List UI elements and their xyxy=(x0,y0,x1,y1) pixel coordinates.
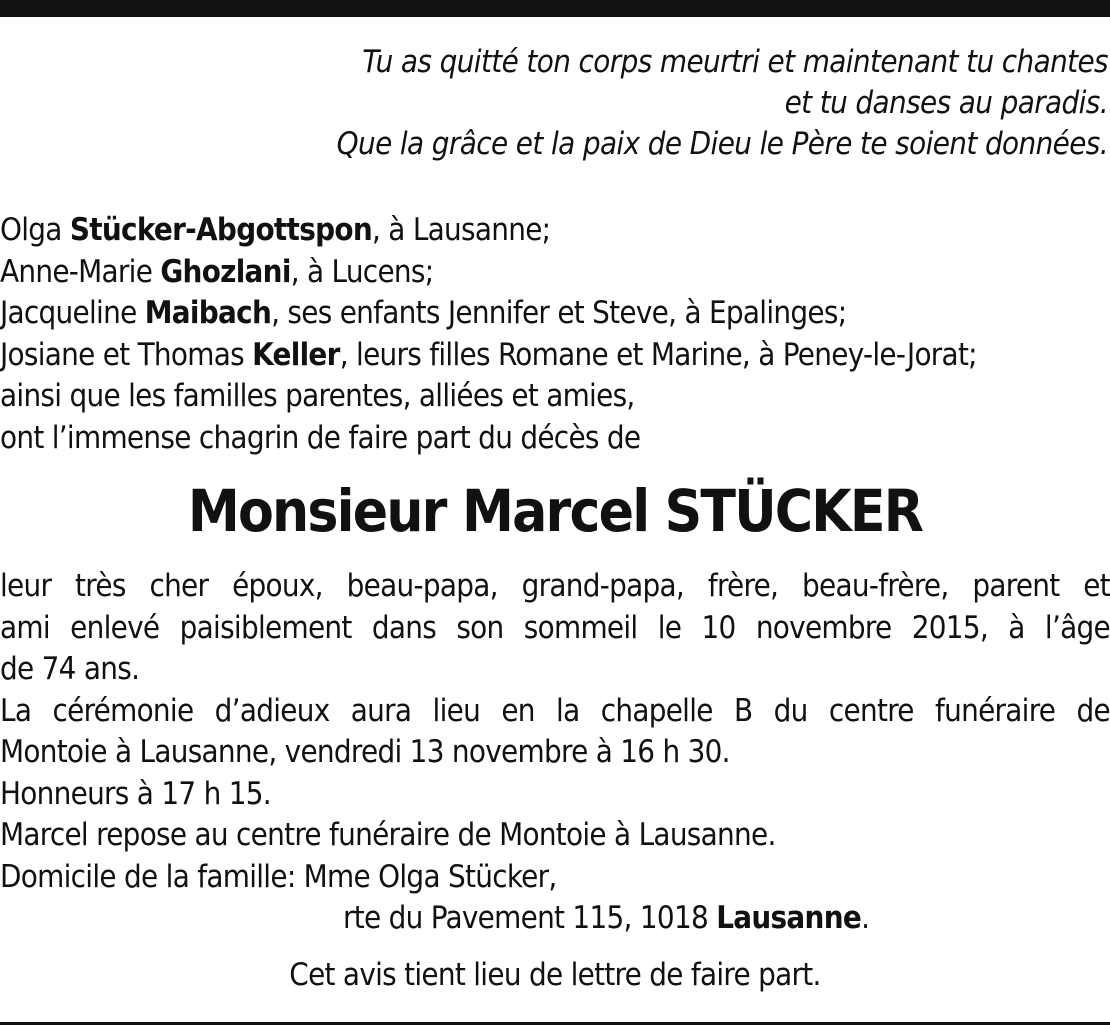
family-surname: Maibach xyxy=(144,295,272,331)
closing-statement: Cet avis tient lieu de lettre de faire part. xyxy=(289,957,821,993)
domicile-address: rte du Pavement 115, 1018 Lausanne. xyxy=(343,900,870,936)
family-member-line: Anne-Marie Ghozlani, à Lucens; xyxy=(0,253,434,290)
mourning-family-list xyxy=(0,210,1110,459)
top-border-rule xyxy=(0,0,1110,17)
honours-line: Honneurs à 17 h 15. xyxy=(0,775,271,812)
rest-place-line: Marcel repose au centre funéraire de Montoie à Lausanne. xyxy=(0,817,776,853)
epigraph-quote xyxy=(108,42,1108,165)
domicile-city: Lausanne xyxy=(716,900,862,936)
deceased-name-heading: Monsieur Marcel STÜCKER xyxy=(187,477,923,545)
family-member-line: Jacqueline Maibach, ses enfants Jennifer et Steve, à Epalinges; xyxy=(0,295,847,331)
family-surname: Stücker-Abgottspon xyxy=(69,212,372,248)
description-line: ami enlevé paisiblement dans son sommeil le 10 novembre 2015, à l’âge xyxy=(0,609,1110,646)
bottom-border-rule xyxy=(0,1022,1110,1025)
family-text-line: ainsi que les familles parentes, alliées et amies, xyxy=(0,378,635,414)
family-member-line: Olga Stücker-Abgottspon, à Lausanne; xyxy=(0,212,551,248)
ceremony-line: Montoie à Lausanne, vendredi 13 novembre à 16 h 30. xyxy=(0,734,730,770)
quote-line: Tu as quitté ton corps meurtri et maintenant tu chantes xyxy=(362,44,1108,80)
ceremony-line: La cérémonie d’adieux aura lieu en la chapelle B du centre funéraire de xyxy=(0,692,1110,729)
family-text-line: ont l’immense chagrin de faire part du décès de xyxy=(0,419,641,456)
notice-details xyxy=(0,566,1110,940)
family-member-line: Josiane et Thomas Keller, leurs filles Romane et Marine, à Peney-le-Jorat; xyxy=(0,336,977,373)
family-surname: Keller xyxy=(252,336,340,373)
domicile-label: Domicile de la famille: Mme Olga Stücker, xyxy=(0,858,557,895)
quote-line: et tu danses au paradis. xyxy=(784,85,1108,121)
quote-line: Que la grâce et la paix de Dieu le Père te soient données. xyxy=(336,126,1108,162)
family-surname: Ghozlani xyxy=(160,253,291,290)
description-line: leur très cher époux, beau-papa, grand-papa, frère, beau-frère, parent et xyxy=(0,568,1110,604)
description-line: de 74 ans. xyxy=(0,651,140,687)
